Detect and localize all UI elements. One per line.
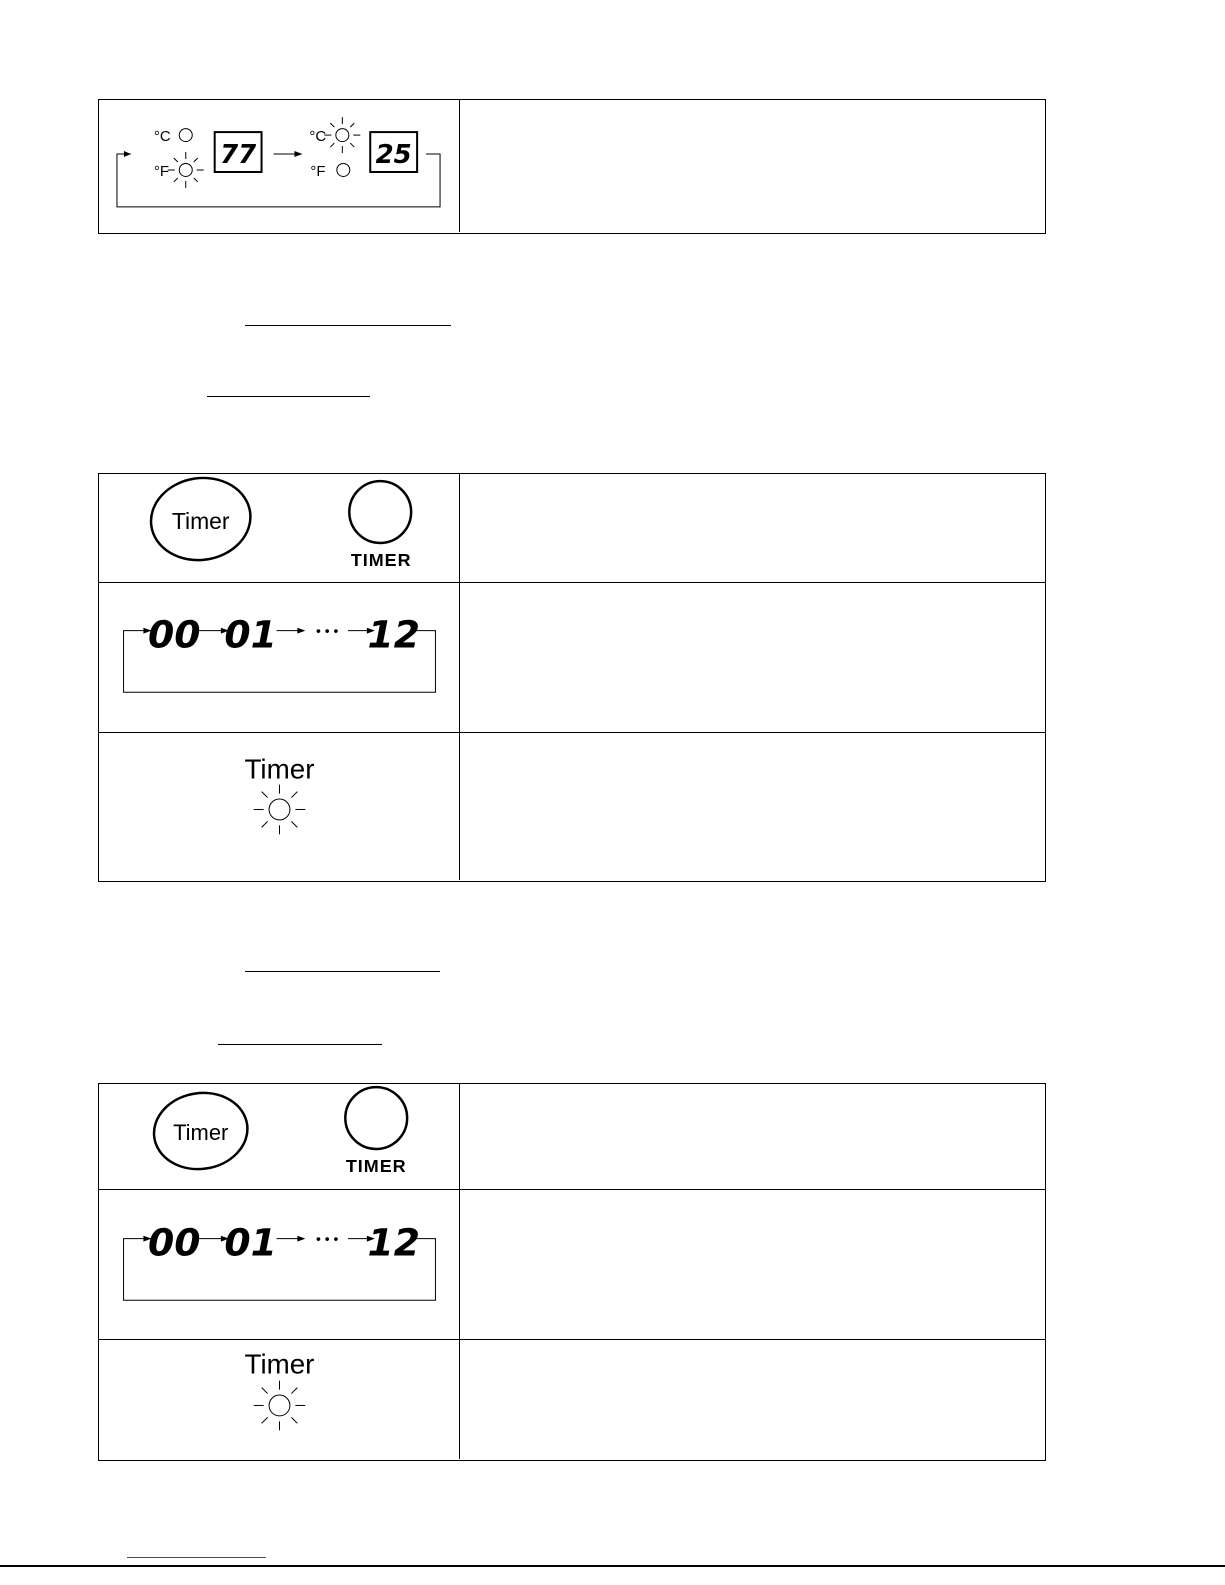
section-heading-rule-2 — [245, 971, 440, 972]
footer-rule — [0, 1565, 1225, 1567]
hours-description — [460, 583, 1045, 732]
hours-next-value: 01 — [224, 612, 277, 657]
units-diagram-cell — [99, 100, 460, 232]
celsius-label-2: °C — [309, 128, 327, 146]
hours-sequence-cell-2 — [99, 1190, 460, 1339]
timer-round-button[interactable] — [349, 481, 411, 543]
timer-indicator-diagram-2 — [99, 1340, 459, 1459]
celsius-display-value: 25 — [375, 140, 412, 171]
section-subheading-rule-1 — [207, 396, 370, 397]
timer-button-row — [99, 474, 1045, 582]
timer-oval-button-label-2: Timer — [173, 1119, 229, 1145]
hours-row — [99, 582, 1045, 732]
celsius-label-1: °C — [153, 128, 171, 146]
timer-indicator-cell — [99, 733, 460, 880]
fahrenheit-label-2: °F — [310, 162, 326, 180]
fahrenheit-light-on-icon — [168, 152, 204, 188]
timer-button-cell — [99, 474, 460, 582]
hours-row-2 — [99, 1189, 1045, 1339]
timer-indicator-description-2 — [460, 1340, 1045, 1459]
hours-arrow-2-icon-2 — [297, 1236, 305, 1242]
timer-indicator-row-2 — [99, 1339, 1045, 1459]
units-table — [98, 99, 1046, 234]
section-subheading-rule-2 — [218, 1044, 382, 1045]
units-loop-arrow — [124, 151, 131, 157]
timer-indicator-label-2: Timer — [244, 1348, 315, 1380]
timer-button-diagram — [99, 474, 459, 582]
fahrenheit-label-1: °F — [153, 162, 169, 180]
timer-button-diagram-2 — [99, 1084, 459, 1189]
fahrenheit-light-off-icon — [337, 164, 350, 177]
section-heading-rule-1 — [245, 325, 451, 326]
timer-indicator-label: Timer — [244, 753, 315, 785]
hours-end-value-2: 12 — [367, 1220, 420, 1265]
hours-description-2 — [460, 1190, 1045, 1339]
timer-indicator-diagram — [99, 733, 459, 880]
hours-end-value: 12 — [367, 612, 420, 657]
hours-arrow-2-icon — [297, 628, 305, 634]
fahrenheit-display-value: 77 — [220, 140, 257, 171]
timer-indicator-description — [460, 733, 1045, 880]
footer-link-underline[interactable] — [127, 1557, 266, 1558]
timer-table-1 — [98, 473, 1046, 882]
timer-round-button-label: TIMER — [350, 549, 412, 570]
hours-sequence-diagram — [99, 583, 459, 732]
timer-button-row-2 — [99, 1084, 1045, 1189]
hours-sequence-diagram-2 — [99, 1190, 459, 1339]
units-description-cell — [460, 100, 1045, 232]
timer-button-cell-2 — [99, 1084, 460, 1189]
hours-start-value-2: 00 — [147, 1220, 201, 1265]
timer-indicator-cell-2 — [99, 1340, 460, 1459]
timer-button-description — [460, 474, 1045, 582]
hours-ellipsis: • • • — [316, 622, 339, 639]
timer-light-on-icon-2 — [254, 1381, 306, 1431]
hours-sequence-cell — [99, 583, 460, 732]
timer-round-button-2[interactable] — [345, 1087, 407, 1149]
timer-table-2 — [98, 1083, 1046, 1461]
units-diagram — [99, 100, 459, 232]
timer-indicator-row — [99, 732, 1045, 880]
units-next-arrow-icon — [294, 151, 302, 157]
units-row — [99, 100, 1045, 232]
timer-oval-button-label: Timer — [171, 507, 230, 534]
hours-start-value: 00 — [147, 612, 201, 657]
timer-light-on-icon — [254, 785, 306, 835]
timer-button-description-2 — [460, 1084, 1045, 1189]
celsius-light-on-icon — [324, 117, 360, 153]
hours-ellipsis-2: • • • — [316, 1230, 339, 1247]
celsius-light-off-icon — [179, 129, 192, 142]
hours-next-value-2: 01 — [224, 1220, 277, 1265]
timer-round-button-label-2: TIMER — [345, 1155, 407, 1176]
